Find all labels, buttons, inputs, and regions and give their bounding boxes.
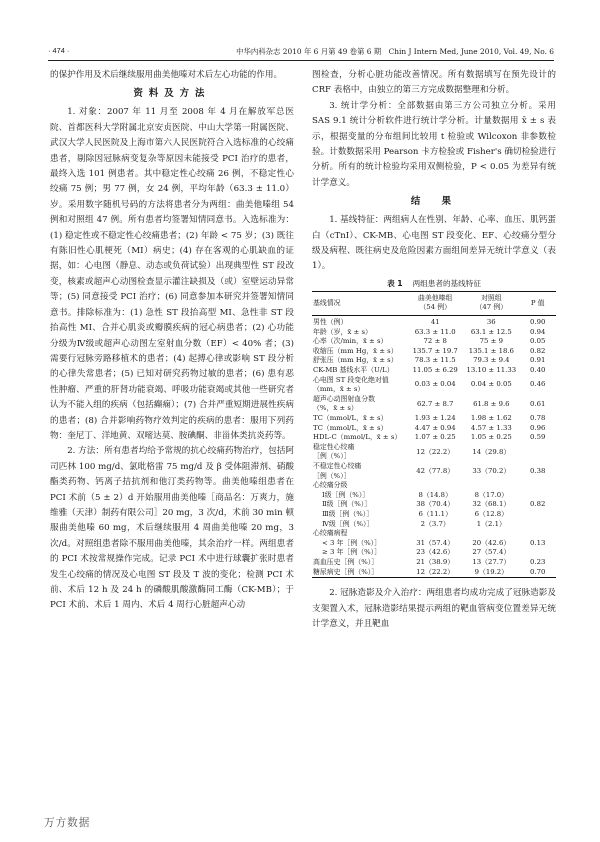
table-row (312, 558, 556, 568)
table-title: 两组患者的基线特征 (412, 278, 481, 288)
table-cell (519, 481, 556, 491)
table-row (312, 347, 556, 357)
table-cell: 收缩压（mm Hg，x̄ ± s） (313, 346, 398, 355)
table-cell: TC（mmol/L，x̄ ± s） (313, 414, 388, 422)
table-cell: 心绞痛病程 (313, 529, 348, 538)
table-cell: 32（68.1） (472, 500, 511, 509)
table-cell: 0.23 (530, 557, 546, 566)
table-cell: 36 (486, 318, 496, 327)
table-row (312, 548, 556, 558)
table-cell: CK-MB 基线水平（U/L） (313, 366, 394, 375)
table-cell (519, 510, 556, 520)
journal-citation: 中华内科杂志 2010 年 6 月第 49 卷第 6 期 Chin J Intern Med, June 2010, Vol. 49, No. 6 (236, 47, 554, 56)
section-title-results: 结 果 (410, 196, 458, 208)
table-cell (519, 443, 556, 462)
table-cell: 0.82 (530, 346, 546, 355)
table-cell: 0.61 (530, 399, 546, 408)
intro-continuation: 的保护作用及术后继续服用曲美他嗪对术后左心功能的作用。 (50, 70, 283, 80)
table-row (312, 337, 556, 347)
table-cell: 0.96 (530, 423, 546, 432)
table-cell: 男性（例） (313, 318, 348, 327)
table-cell (463, 481, 519, 491)
column-header: 曲美他嗪组 （54 例） (407, 291, 463, 315)
table-cell: 62.7 ± 8.7 (416, 399, 454, 408)
table-row (312, 491, 556, 501)
table-cell: 舒张压（mm Hg，x̄ ± s） (313, 356, 398, 365)
table-cell: 31（57.4） (416, 538, 455, 547)
table-cell: ≥ 3 年［例（%）］ (322, 548, 381, 557)
header-rule (48, 60, 554, 61)
column-header: P 值 (519, 291, 556, 315)
table-cell: 63.1 ± 12.5 (470, 327, 512, 336)
table-cell: 0.13 (530, 538, 546, 547)
table-cell: 0.40 (530, 366, 546, 375)
table-cell: 8（14.8） (418, 490, 452, 499)
table-cell: 27（57.4） (472, 548, 511, 557)
table-cell: 超声心动图射血分数 （%，x̄ ± s） (313, 394, 376, 413)
table-cell: Ⅲ级［例（%）］ (322, 509, 374, 518)
table-cell: 23（42.6） (416, 548, 455, 557)
table-cell: HDL-C（mmol/L，x̄ ± s） (313, 433, 402, 442)
table-cell: 糖尿病史［例（%）］ (313, 567, 379, 576)
table-cell: 0.82 (530, 500, 546, 509)
methods-continuation: 图检查，分析心脏功能改善情况。所有数据填写在预先设计的 CRF 表格中，由独立的第三方完成数据整理和分析。 (312, 70, 556, 96)
table-cell: 心绞痛分级 (313, 481, 348, 490)
table-body (312, 316, 556, 578)
table-header (312, 291, 556, 315)
table-cell: 41 (430, 318, 440, 327)
table-cell: 6（11.1） (418, 509, 452, 518)
right-column (312, 68, 556, 632)
table-cell: 0.90 (530, 318, 546, 327)
table-row (312, 462, 556, 481)
table-row (312, 520, 556, 530)
table-cell: 38（70.4） (416, 500, 455, 509)
table-cell: 1（2.1） (476, 519, 506, 528)
table-cell: 21（38.9） (416, 557, 455, 566)
table-cell: 78.3 ± 11.5 (414, 356, 456, 365)
table-caption (312, 277, 556, 291)
table-cell: 135.1 ± 18.6 (468, 346, 514, 355)
table-cell (463, 529, 519, 539)
page-number: · 474 · (48, 46, 70, 55)
table-cell: 63.3 ± 11.0 (414, 327, 456, 336)
subjects-paragraph: 1. 对象：2007 年 11 月至 2008 年 4 月在解放军总医院、首都医科大学附属北京安贞医院、中山大学第一附属医院、武汉大学人民医院及上海市第六人民医院符合入选标准的心绞痛患者，剔除因冠脉病变复杂等原因未能接受 PCI 治疗的患者，最终入选 101 例患者。其中稳定性心绞痛 26 例，不稳定性心绞痛 75 例；男 77 例，女 24 例，平均年龄（63.3 ± 11.0）岁。采用数字随机号码的方法将患者分为两组：曲美他嗪组 54 例和对照组 47 例。所有患者均签署知情同意书。入选标准为：(1) 稳定性或不稳定性心绞痛患者；(2) 年龄 < 75 岁；(3) 既往有陈旧性心肌梗死（MI）病史；(4) 存在客观的心肌缺血的证据，如：心电图（静息、动态或负荷试验）出现典型性 ST 段改变，核素或超声心动图检查显示灌注缺损及（或）室壁运动异常等；(5) 同意接受 PCI 治疗；(6) 同意参加本研究并签署知情同意书。排除标准为：(1) 急性 ST 段抬高型 MI、急性非 ST 段抬高性 MI、合并心肌炎或瓣膜疾病的冠心病患者；(2) 心功能分级为Ⅳ级或超声心动图左室射血分数（EF）< 40% 者；(3) 需要行冠脉旁路移植术的患者；(4) 起搏心律或影响 ST 段分析的心律失常患者；(5) 已知对研究药物过敏的患者；(6) 患有恶性肿瘤、严重的肝肾功能衰竭、呼吸功能衰竭或其他一些研究者认为不能入组的疾病（包括癫痫）；(7) 合并严重短期进展性疾病的患者；(8) 合并影响药物疗效判定的疾病的患者：服用下列药物：奎尼丁、洋地黄、双嘧达莫、胺碘酮、非甾体类抗炎药等。 (50, 107, 294, 441)
column-header: 基线情况 (312, 291, 407, 315)
table-cell: 8（17.0） (474, 490, 509, 499)
column-header: 对照组 （47 例） (463, 291, 519, 315)
table-cell: 4.47 ± 0.94 (414, 423, 456, 432)
table-row (312, 510, 556, 520)
table-cell: 12（22.2） (416, 567, 455, 576)
table-cell: 20（42.6） (472, 538, 511, 547)
table-cell (519, 529, 556, 539)
section-title-methods: 资料及方法 (133, 88, 211, 100)
table-cell: 0.91 (530, 356, 546, 365)
angiography-paragraph: 2. 冠脉造影及介入治疗：两组患者均成功完成了冠脉造影及支架置入术，冠脉造影结果提示两组的靶血管病变位置差异无统计学意义，并且靶血 (312, 588, 556, 629)
table-cell: 6（12.8） (474, 509, 509, 518)
running-header (48, 46, 554, 60)
baseline-table (312, 291, 556, 578)
table-cell: Ⅱ级［例（%）］ (322, 500, 372, 509)
table-row (312, 376, 556, 395)
table-row (312, 356, 556, 366)
table-cell: 33（70.2） (472, 466, 511, 475)
table-cell: 0.03 ± 0.04 (414, 380, 456, 389)
table-cell: 61.8 ± 9.6 (473, 399, 510, 408)
table-cell: 14（29.8） (472, 447, 511, 456)
table-row (312, 500, 556, 510)
table-cell: 高血压史［例（%）］ (313, 557, 379, 566)
table-cell: 不稳定性心绞痛 ［例（%）］ (313, 461, 362, 480)
table-cell: 42（77.8） (416, 466, 455, 475)
table-cell: 0.59 (530, 433, 546, 442)
table-cell: TC（mmol/L，x̄ ± s） (313, 423, 388, 432)
table-cell: 13.10 ± 11.33 (466, 366, 517, 375)
table-cell: 135.7 ± 19.7 (412, 346, 458, 355)
statistics-paragraph: 3. 统计学分析：全部数据由第三方公司独立分析。采用 SAS 9.1 统计分析软件进行统计学分析。计量数据用 x̄ ± s 表示，根据变量的分布组间比较用 t 检验或 Wilcoxon 非参数检验。计数数据采用 Pearson 卡方检验或 Fisher's 确切检验进行分析。所有的统计检验均采用双侧检验，P < 0.05 为差异有统计学意义。 (312, 100, 556, 188)
table-row (312, 316, 556, 328)
table-cell (519, 491, 556, 501)
table-cell: 0.94 (530, 327, 546, 336)
table-cell: 75 ± 9 (479, 337, 503, 346)
table-cell: 11.05 ± 6.29 (412, 366, 458, 375)
table-cell: Ⅳ级［例（%）］ (322, 519, 374, 528)
table-cell: 0.04 ± 0.05 (470, 380, 512, 389)
table-cell: Ⅰ级［例（%）］ (322, 490, 370, 499)
table-cell: 12（22.2） (416, 447, 455, 456)
table-row (312, 568, 556, 578)
table-cell: 0.38 (530, 466, 546, 475)
table-cell: 0.46 (530, 380, 546, 389)
table-cell: 年龄（岁，x̄ ± s） (313, 327, 372, 336)
table-cell: 1.93 ± 1.24 (414, 414, 456, 422)
table-cell: 稳定性心绞痛 ［例（%）］ (313, 442, 355, 461)
table-cell: 72 ± 8 (423, 337, 447, 346)
methods-paragraph: 2. 方法：所有患者均给予常规的抗心绞痛药物治疗，包括阿司匹林 100 mg/d、氯吡格雷 75 mg/d 及 β 受体阻滞剂、硝酸酯类药物、钙离子拮抗剂和他汀类药物等。曲美他嗪组患者在 PCI 术前（5 ± 2）d 开始服用曲美他嗪［商品名：万爽力，施维雅（天津）制药有限公司］20 mg，3 次/d，术前 30 min 顿服曲美他嗪 60 mg，术后继续服用 4 周曲美他嗪 20 mg，3 次/d。对照组患者除不服用曲美他嗪，其余治疗一样。两组患者的 PCI 术按常规操作完成。记录 PCI 术中进行球囊扩张时患者发生心绞痛的情况及心电图 ST 段及 T 波的变化；检测 PCI 术前、术后 12 h 及 24 h 的磷酸肌酸激酶同工酶（CK-MB）；于 PCI 术前、术后 1 周内、术后 4 周行心脏超声心动 (50, 446, 294, 611)
table-row (312, 481, 556, 491)
table-cell: 心电图 ST 段变化绝对值 （mm，x̄ ± s） (313, 375, 389, 394)
table-cell: 0.78 (530, 414, 546, 422)
table-row (312, 395, 556, 414)
table-row (312, 366, 556, 376)
table-cell: 79.3 ± 9.4 (473, 356, 510, 365)
table-cell: 1.98 ± 1.62 (470, 414, 512, 422)
table-cell (407, 529, 463, 539)
table-row (312, 328, 556, 338)
table-cell: 0.05 (530, 337, 546, 346)
table-cell (519, 548, 556, 558)
table-row (312, 414, 556, 424)
table-row (312, 529, 556, 539)
table-cell: 1.05 ± 0.25 (470, 433, 512, 442)
table-row (312, 443, 556, 462)
table-cell: 2（3.7） (420, 519, 450, 528)
table-row (312, 433, 556, 443)
table-cell: 1.07 ± 0.25 (414, 433, 456, 442)
baseline-paragraph: 1. 基线特征：两组病人在性别、年龄、心率、血压、肌钙蛋白（cTnI）、CK-MB、心电图 ST 段变化、EF、心绞痛分型分级及病程、既往病史及危险因素方面组间差异无统计学意义（表 1）。 (312, 215, 556, 272)
table-label: 表 1 (387, 278, 403, 288)
left-column (50, 68, 294, 614)
table-cell (407, 481, 463, 491)
table-row (312, 424, 556, 434)
table-cell: 0.70 (530, 567, 546, 576)
watermark-text: 万方数据 (44, 817, 91, 829)
table-cell: 4.57 ± 1.33 (470, 423, 512, 432)
table-cell: 心率（次/min，x̄ ± s） (313, 337, 388, 346)
table-row (312, 539, 556, 549)
table-cell: < 3 年［例（%）］ (322, 538, 381, 547)
table-cell: 13（27.7） (472, 557, 511, 566)
table-cell: 9（19.2） (474, 567, 509, 576)
table-cell (519, 520, 556, 530)
